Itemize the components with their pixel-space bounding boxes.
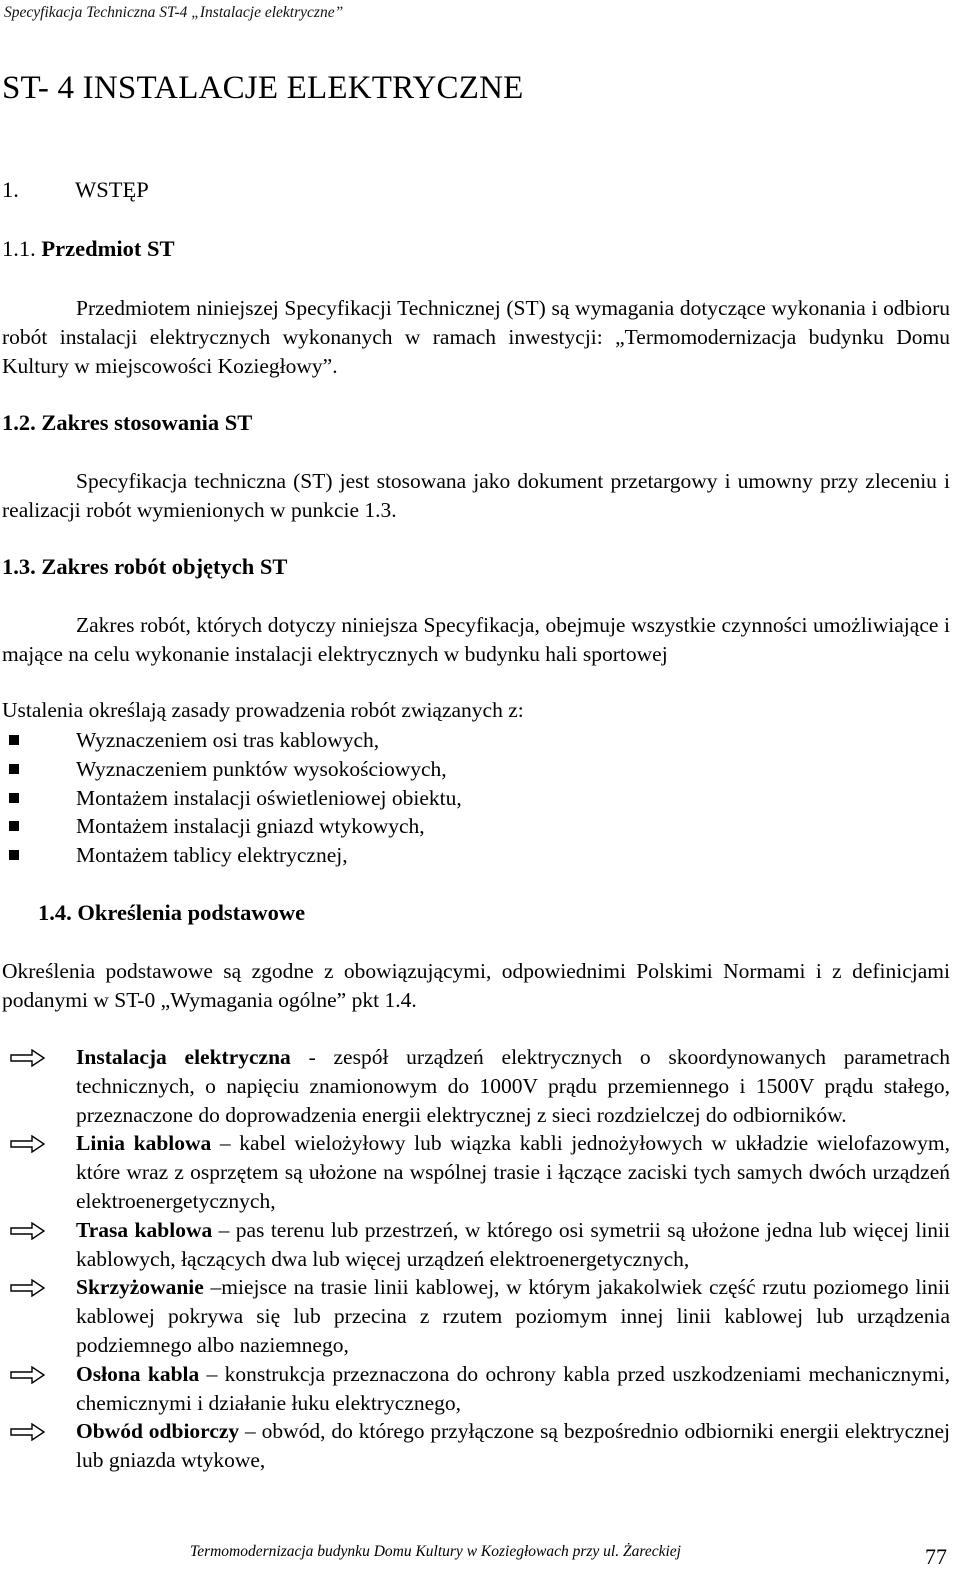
definition-item (0, 1216, 950, 1274)
list-intro: Ustalenia określają zasady prowadzenia robót związanych z: (2, 698, 524, 722)
list-item: Montażem instalacji gniazd wtykowych, (0, 812, 700, 841)
list-item: Montażem tablicy elektrycznej, (0, 841, 700, 870)
subsection-heading-1-4 (38, 900, 305, 926)
arrow-right-icon (10, 1366, 46, 1384)
section-number: 1. (2, 177, 19, 202)
subsection-title: Zakres stosowania ST (41, 410, 253, 435)
arrow-right-icon (10, 1279, 46, 1297)
definition-item (0, 1129, 950, 1215)
paragraph-subject: Przedmiotem niniejszej Specyfikacji Technicznej (ST) są wymagania dotyczące wykonania i odbioru robót instalacji elektrycznych wykonanych w ramach inwestycji: „Termomodernizacja budynku Domu Kultury w miejscowości Koziegłowy”. (2, 296, 950, 378)
paragraph-scope: Specyfikacja techniczna (ST) jest stosowana jako dokument przetargowy i umowny przy zleceniu i realizacji robót wymienionych w punkcie 1.3. (2, 469, 950, 522)
definition-term: Osłona kabla (76, 1361, 200, 1386)
definition-text: – obwód, do którego przyłączone są bezpośrednio odbiorniki energii elektrycznej lub gniazda wtykowe, (76, 1419, 951, 1473)
paragraph-works-scope: Zakres robót, których dotyczy niniejsza Specyfikacja, obejmuje wszystkie czynności umożliwiające i mające na celu wykonanie instalacji elektrycznych w budynku hali sportowej (2, 613, 950, 666)
subsection-heading-1-3 (2, 554, 287, 580)
subsection-heading-1-2 (2, 410, 252, 436)
square-bullet-icon (9, 764, 19, 774)
list-item: Montażem instalacji oświetleniowej obiektu, (0, 784, 700, 813)
subsection-number: 1.2. (2, 410, 36, 435)
square-bullet-icon (9, 850, 19, 860)
definition-term: Skrzyżowanie (76, 1275, 204, 1300)
paragraph-definitions-intro: Określenia podstawowe są zgodne z obowiązującymi, odpowiednimi Polskimi Normami i z definicjami podanymi w ST-0 „Wymagania ogólne” pkt 1.4. (2, 959, 950, 1012)
definition-term: Instalacja elektryczna (76, 1045, 291, 1069)
page-number: 77 (925, 1544, 947, 1569)
definition-text: –miejsce na trasie linii kablowej, w którym jakakolwiek część rzutu poziomego linii kablowej pokrywa się lub przecina z rzutem poziomym innej linii kablowej lub urządzenia podziemnego albo naziemnego, (76, 1275, 950, 1357)
list-item: Wyznaczeniem punktów wysokościowych, (0, 755, 700, 784)
section-label: WSTĘP (75, 177, 149, 202)
definition-item (0, 1043, 950, 1129)
subsection-heading-1-1 (2, 236, 174, 262)
subsection-title: Zakres robót objętych ST (41, 554, 288, 579)
definition-term: Trasa kablowa (76, 1217, 213, 1242)
subsection-number: 1.1. (2, 236, 36, 261)
definition-text: - zespół urządzeń elektrycznych o skoordynowanych parametrach technicznych, o napięciu znamionowym do 1000V prądu przemiennego i 1500V prądu stałego, przeznaczone do doprowadzenia energii elektrycznej z sieci rozdzielczej do odbiorników. (76, 1045, 950, 1127)
section-heading-1 (2, 177, 149, 203)
square-bullet-icon (9, 821, 19, 831)
running-header: Specyfikacja Techniczna ST-4 „Instalacje elektryczne” (4, 4, 344, 21)
document-title: ST- 4 INSTALACJE ELEKTRYCZNE (2, 70, 524, 106)
arrow-right-icon (10, 1423, 46, 1441)
definitions-list (0, 1043, 950, 1475)
definition-item (0, 1273, 950, 1359)
list-item: Wyznaczeniem osi tras kablowych, (0, 726, 700, 755)
subsection-number: 1.3. (2, 554, 36, 579)
definition-item (0, 1417, 950, 1475)
definition-text: – pas terenu lub przestrzeń, w którego osi symetrii są ułożone jedna lub więcej linii kablowych, łączących dwa lub więcej urządzeń elektroenergetycznych, (76, 1217, 950, 1271)
running-footer: Termomodernizacja budynku Domu Kultury w Koziegłowach przy ul. Żareckiej (190, 1543, 681, 1560)
square-bullet-icon (9, 793, 19, 803)
arrow-right-icon (10, 1222, 46, 1240)
works-list (0, 726, 700, 870)
square-bullet-icon (9, 735, 19, 745)
definition-term: Obwód odbiorczy (76, 1419, 240, 1444)
definition-item (0, 1360, 950, 1418)
definition-text: – kabel wielożyłowy lub wiązka kabli jednożyłowych w układzie wielofazowym, które wraz z osprzętem są ułożone na wspólnej trasie i łączące zaciski tych samych dwóch urządzeń elektroenergetycznych, (76, 1131, 950, 1213)
subsection-title: Przedmiot ST (41, 236, 175, 261)
arrow-right-icon (10, 1135, 46, 1153)
definition-text: – konstrukcja przeznaczona do ochrony kabla przed uszkodzeniami mechanicznymi, chemicznymi i działanie łuku elektrycznego, (76, 1361, 950, 1415)
definition-term: Linia kablowa (76, 1131, 212, 1156)
subsection-title: Określenia podstawowe (77, 900, 306, 925)
arrow-right-icon (10, 1049, 46, 1067)
subsection-number: 1.4. (38, 900, 72, 925)
